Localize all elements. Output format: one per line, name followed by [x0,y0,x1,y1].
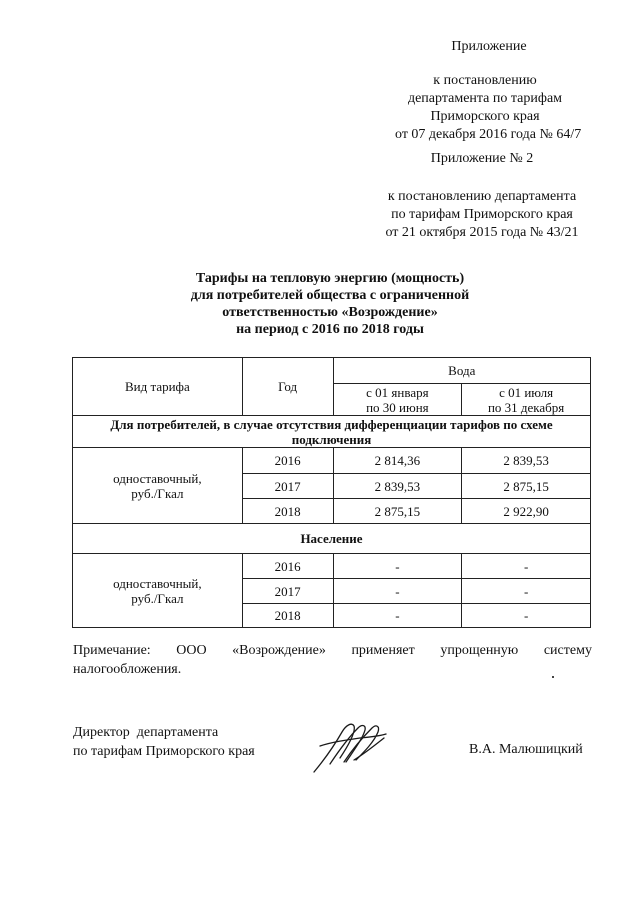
header-period-2-line: по 31 декабря [487,399,565,415]
note-word: Примечание: [73,643,151,658]
position-line: по тарифам Приморского края [73,744,255,759]
note-line-2: налогообложения. [73,662,182,677]
note-word: применяет [351,643,415,658]
header-year: Год [242,358,333,416]
title-line: на период с 2016 по 2018 годы [236,322,424,337]
document-title [120,270,540,338]
table-cell-value: 2 839,53 [462,448,591,474]
header-water: Вода [333,358,590,384]
header-period-1-line: по 30 июня [366,399,429,415]
table-cell-value: - [462,579,591,604]
appendix-1-line: департамента по тарифам [407,91,563,106]
table-cell-year: 2018 [242,604,333,628]
header-period-2 [462,384,591,416]
title-line: для потребителей общества с ограниченной [190,288,470,303]
appendix-1-line: от 07 декабря 2016 года № 64/7 [395,127,582,142]
position-line: Директор департамента [73,725,219,740]
note-word: ООО [176,643,207,658]
title-line: ответственностью «Возрождение» [222,305,438,320]
table-cell-year: 2016 [242,554,333,579]
table-cell-value: - [462,554,591,579]
appendix-2-block [370,150,594,242]
tariff-table [72,357,591,628]
header-period-1 [333,384,462,416]
title-line: Тарифы на тепловую энергию (мощность) [195,271,465,286]
table-cell-value: 2 814,36 [333,448,462,474]
table-cell-value: - [462,604,591,628]
tariff-type-line: руб./Гкал [131,590,184,606]
header-tariff-type: Вид тарифа [73,358,243,416]
header-period-1-line: с 01 января [366,384,429,400]
tariff-type-line: одноставочный, [113,575,202,591]
scan-speck [552,676,554,678]
note-line-1 [73,641,592,660]
table-cell-year: 2017 [242,579,333,604]
section-2-title: Население [73,524,591,554]
note-block [73,641,592,679]
table-cell-value: - [333,604,462,628]
table-cell-value: 2 875,15 [462,474,591,499]
note-word: систему [543,643,592,658]
section-2-tariff-type [73,554,243,628]
section-1-title: Для потребителей, в случае отсутствия дифференциации тарифов по схеме подключения [73,416,591,448]
signatory-position [73,723,255,761]
table-cell-value: 2 922,90 [462,499,591,524]
note-word: «Возрождение» [232,643,326,658]
tariff-type-line: одноставочный, [113,470,202,486]
table-cell-year: 2017 [242,474,333,499]
table-cell-value: 2 839,53 [333,474,462,499]
section-1-tariff-type [73,448,243,524]
appendix-1-block [395,38,582,144]
appendix-1-title: Приложение [451,39,527,54]
appendix-1-line: к постановлению [433,73,537,88]
appendix-2-line: к постановлению департамента [387,189,577,204]
appendix-1-line: Приморского края [430,109,540,124]
table-cell-year: 2016 [242,448,333,474]
appendix-2-title: Приложение № 2 [430,151,534,166]
appendix-2-line: по тарифам Приморского края [391,207,573,222]
table-cell-value: - [333,554,462,579]
tariff-type-line: руб./Гкал [131,485,184,501]
note-word: упрощенную [440,643,519,658]
signatory-name: В.А. Малюшицкий [469,742,583,757]
header-period-2-line: с 01 июля [499,384,554,400]
handwritten-signature-icon [310,716,390,776]
table-cell-year: 2018 [242,499,333,524]
table-cell-value: - [333,579,462,604]
appendix-2-line: от 21 октября 2015 года № 43/21 [385,225,579,240]
table-cell-value: 2 875,15 [333,499,462,524]
